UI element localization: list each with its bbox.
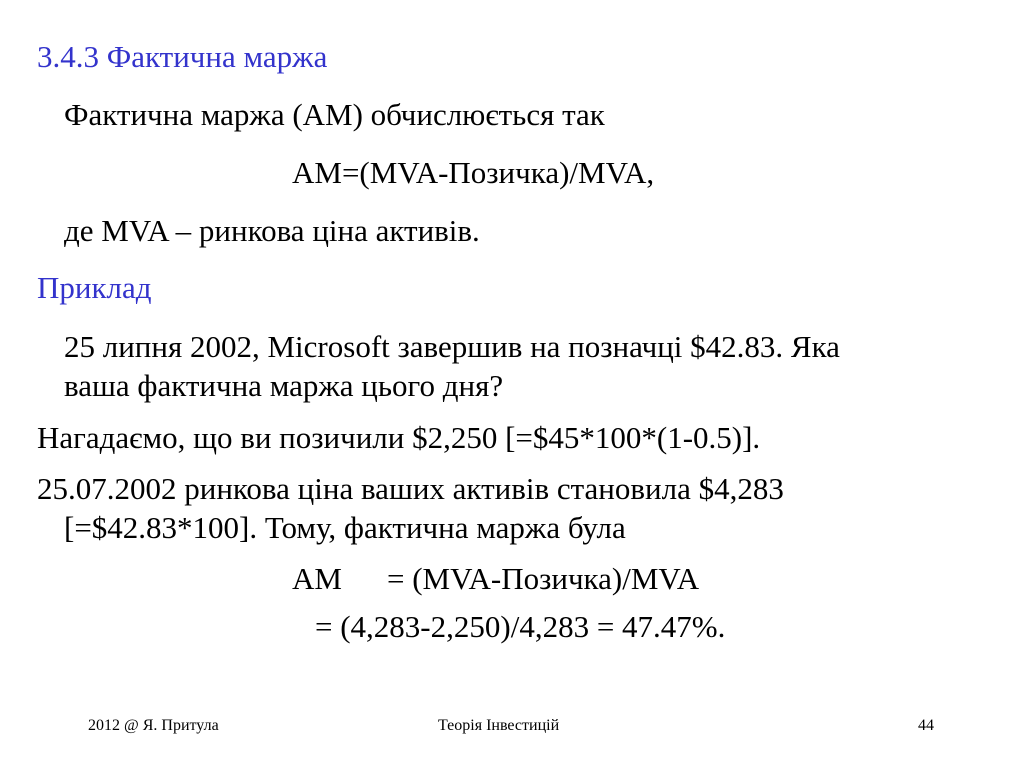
question-line-2: ваша фактична маржа цього дня? [64, 368, 504, 403]
formula: АМ=(MVA-Позичка)/MVA, [292, 155, 655, 190]
footer-course: Теорія Інвестицій [438, 717, 560, 734]
slide-title: 3.4.3 Фактична маржа [37, 39, 328, 74]
example-heading: Приклад [37, 270, 152, 305]
reminder-line: Нагадаємо, що ви позичили $2,250 [=$45*100*(1-0.5)]. [37, 420, 761, 455]
assets-line-1: 25.07.2002 ринкова ціна ваших активів становила $4,283 [37, 471, 784, 506]
calc-label: AM [292, 561, 342, 596]
footer-author: 2012 @ Я. Притула [88, 717, 219, 734]
assets-line-2: [=$42.83*100]. Тому, фактична маржа була [64, 510, 626, 545]
definition-note: де MVA – ринкова ціна активів. [64, 213, 480, 248]
calc-formula: = (MVA-Позичка)/MVA [387, 561, 700, 596]
question-line-1: 25 липня 2002, Microsoft завершив на позначці $42.83. Яка [64, 329, 840, 364]
calc-result: = (4,283-2,250)/4,283 = 47.47%. [315, 609, 726, 644]
definition-intro: Фактична маржа (АМ) обчислюється так [64, 97, 605, 132]
footer-page-number: 44 [918, 717, 934, 734]
